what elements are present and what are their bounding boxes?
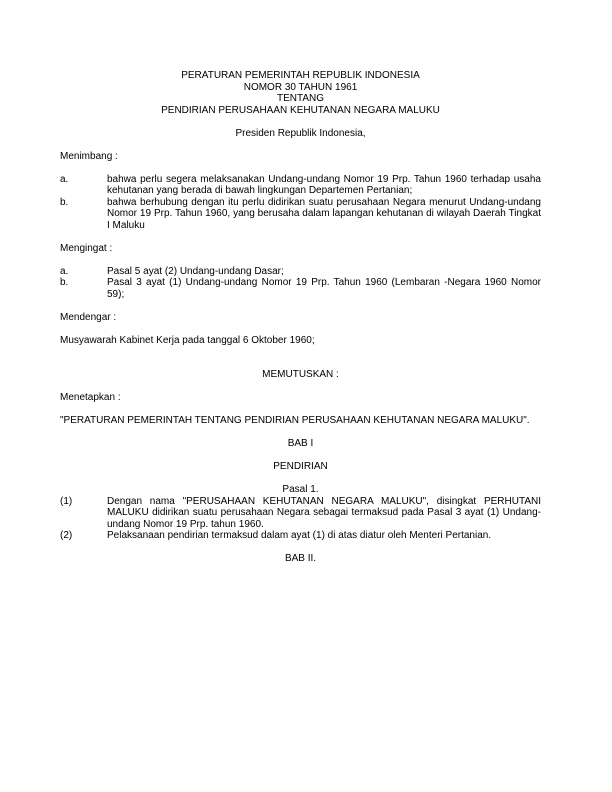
mengingat-label: Mengingat : [60, 242, 113, 254]
item-text: Pasal 3 ayat (1) Undang-undang Nomor 19 Prp. Tahun 1960 (Lembaran -Negara 1960 Nomor 59); [107, 277, 541, 300]
item-marker: a. [60, 265, 69, 277]
memutuskan-heading: MEMUTUSKAN : [262, 369, 339, 380]
mendengar-label: Mendengar : [60, 311, 117, 323]
bab2-title: BAB II. [284, 553, 317, 564]
menimbang-label: Menimbang : [60, 150, 118, 162]
item-text: Pasal 5 ayat (2) Undang-undang Dasar; [107, 265, 284, 277]
bab1-title: BAB I [287, 438, 314, 449]
mengingat-item [60, 266, 541, 278]
menetapkan-label: Menetapkan : [60, 392, 121, 403]
doc-title-subject: PENDIRIAN PERUSAHAAN KEHUTANAN NEGARA MALUKU [161, 104, 440, 116]
item-marker: (2) [60, 530, 73, 541]
pasal1-title: Pasal 1. [282, 484, 319, 495]
item-text: bahwa perlu segera melaksanakan Undang-undang Nomor 19 Prp. Tahun 1960 terhadap usaha kehutanan yang berada di bawah lingkungan Departemen Pertanian; [107, 173, 541, 196]
menetapkan-text: "PERATURAN PEMERINTAH TENTANG PENDIRIAN PERUSAHAAN KEHUTANAN NEGARA MALUKU". [60, 415, 530, 426]
item-text: Pelaksanaan pendirian termaksud dalam ayat (1) di atas diatur oleh Menteri Pertanian. [107, 530, 492, 541]
mengingat-item [60, 277, 541, 300]
bab1-subtitle: PENDIRIAN [273, 461, 328, 472]
item-marker: (1) [60, 495, 73, 507]
menimbang-item [60, 174, 541, 197]
item-marker: b. [60, 277, 69, 288]
doc-title-line1: PERATURAN PEMERINTAH REPUBLIK INDONESIA [181, 70, 420, 81]
president-line: Presiden Republik Indonesia, [235, 127, 366, 139]
item-marker: b. [60, 196, 69, 208]
item-text: Dengan nama "PERUSAHAAN KEHUTANAN NEGARA MALUKU", disingkat PERHUTANI MALUKU didirikan suatu perusahaan Negara sebagai termaksud pada Pasal 3 ayat (1) Undang-undang Nomor 19 Prp. tahun 1960. [107, 495, 541, 530]
item-text: bahwa berhubung dengan itu perlu didirikan suatu perusahaan Negara menurut Undang-undang Nomor 19 Prp. Tahun 1960, yang berusaha dalam lapangan kehutanan di wilayah Daerah Tingkat I Maluku [107, 196, 541, 231]
menimbang-item [60, 197, 541, 232]
pasal1-item [60, 530, 541, 542]
doc-title-tentang: TENTANG [276, 93, 325, 104]
item-marker: a. [60, 173, 69, 185]
doc-title-number: NOMOR 30 TAHUN 1961 [243, 81, 358, 93]
pasal1-item [60, 496, 541, 531]
document-page [60, 70, 541, 565]
mendengar-text: Musyawarah Kabinet Kerja pada tanggal 6 Oktober 1960; [60, 334, 315, 346]
